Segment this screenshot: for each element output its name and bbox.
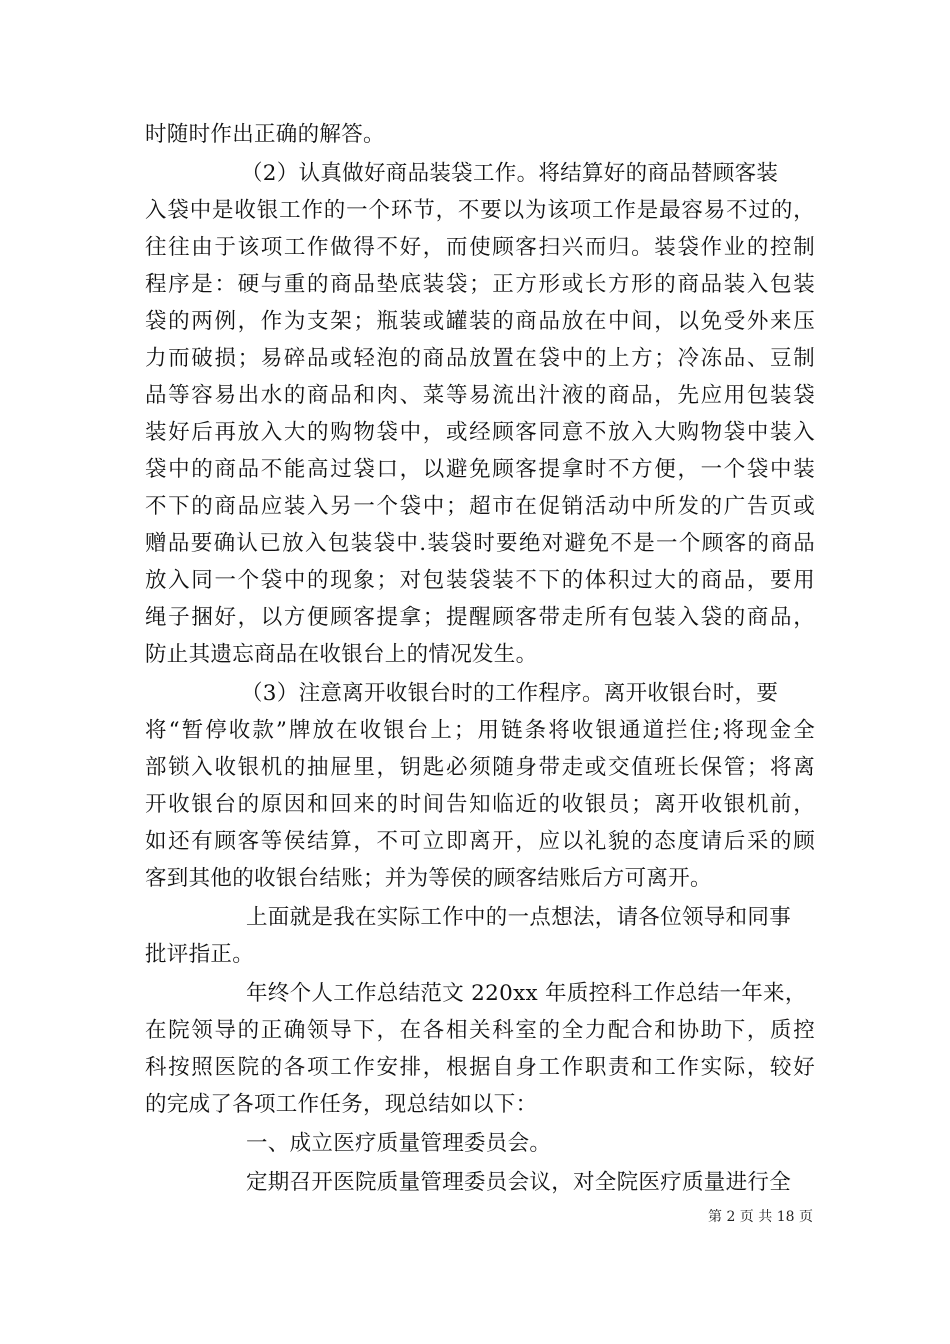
text-line: 袋的两例，作为支架；瓶装或罐装的商品放在中间，以免受外来压: [145, 309, 815, 334]
text-line: 在院领导的正确领导下，在各相关科室的全力配合和协助下，质控: [145, 1018, 815, 1043]
text-line: 放入同一个袋中的现象；对包装袋装不下的体积过大的商品，要用: [145, 568, 815, 593]
paragraph-closing: [145, 899, 815, 973]
paragraph-committee: [145, 1164, 815, 1201]
text-line: 时随时作出正确的解答。: [145, 122, 385, 147]
text-line: 力而破损；易碎品或轻泡的商品放置在袋中的上方；冷冻品、豆制: [145, 346, 815, 371]
text-line-first: （2）认真做好商品装袋工作。将结算好的商品替顾客装: [241, 161, 779, 186]
text-line-first: （3）注意离开收银台时的工作程序。离开收银台时，要: [241, 681, 779, 706]
text-line: 入袋中是收银工作的一个环节，不要以为该项工作是最容易不过的，: [145, 198, 815, 223]
text-line: 部锁入收银机的抽屉里，钥匙必须随身带走或交值班长保管；将离: [145, 755, 815, 780]
text-line-last: 客到其他的收银台结账；并为等侯的顾客结账后方可离开。: [145, 866, 712, 891]
section-heading: [145, 1125, 815, 1162]
text-line: 装好后再放入大的购物袋中，或经顾客同意不放入大购物袋中装入: [145, 420, 815, 445]
text-line-first: 年终个人工作总结范文 220xx 年质控科工作总结一年来，: [246, 981, 807, 1006]
text-line: 将“暂停收款”牌放在收银台上；用链条将收银通道拦住;将现金全: [145, 718, 815, 743]
paragraph-annual-summary: [145, 975, 815, 1123]
text-line: 开收银台的原因和回来的时间告知临近的收银员；离开收银机前，: [145, 792, 815, 817]
paragraph-leaving-checkout: [145, 675, 815, 897]
document-body: [145, 116, 815, 1201]
text-line-first: 定期召开医院质量管理委员会议，对全院医疗质量进行全: [246, 1170, 792, 1195]
text-line: 如还有顾客等侯结算，不可立即离开，应以礼貌的态度请后采的顾: [145, 829, 815, 854]
text-line: 不下的商品应装入另一个袋中；超市在促销活动中所发的广告页或: [145, 494, 815, 519]
text-line: 往往由于该项工作做得不好，而使顾客扫兴而归。装袋作业的控制: [145, 235, 815, 260]
text-line: 程序是：硬与重的商品垫底装袋；正方形或长方形的商品装入包装: [145, 272, 815, 297]
paragraph-continuation: [145, 116, 815, 153]
text-line-last: 批评指正。: [145, 942, 255, 967]
text-line: 袋中的商品不能高过袋口，以避免顾客提拿时不方便，一个袋中装: [145, 457, 815, 482]
paragraph-packing: [145, 155, 815, 673]
text-line: 赠品要确认已放入包装袋中.装袋时要绝对避免不是一个顾客的商品: [145, 531, 815, 556]
text-line: 绳子捆好，以方便顾客提拿；提醒顾客带走所有包装入袋的商品，: [145, 605, 815, 630]
text-line: 科按照医院的各项工作安排，根据自身工作职责和工作实际，较好: [145, 1055, 815, 1080]
page-number-footer: 第 2 页 共 18 页: [708, 1209, 813, 1225]
text-line: 品等容易出水的商品和肉、菜等易流出汁液的商品，先应用包装袋: [145, 383, 815, 408]
text-line-last: 防止其遗忘商品在收银台上的情况发生。: [145, 642, 538, 667]
text-line-first: 上面就是我在实际工作中的一点想法，请各位领导和同事: [246, 905, 792, 930]
heading-line: 一、成立医疗质量管理委员会。: [246, 1131, 552, 1156]
text-line-last: 的完成了各项工作任务，现总结如以下：: [145, 1092, 538, 1117]
